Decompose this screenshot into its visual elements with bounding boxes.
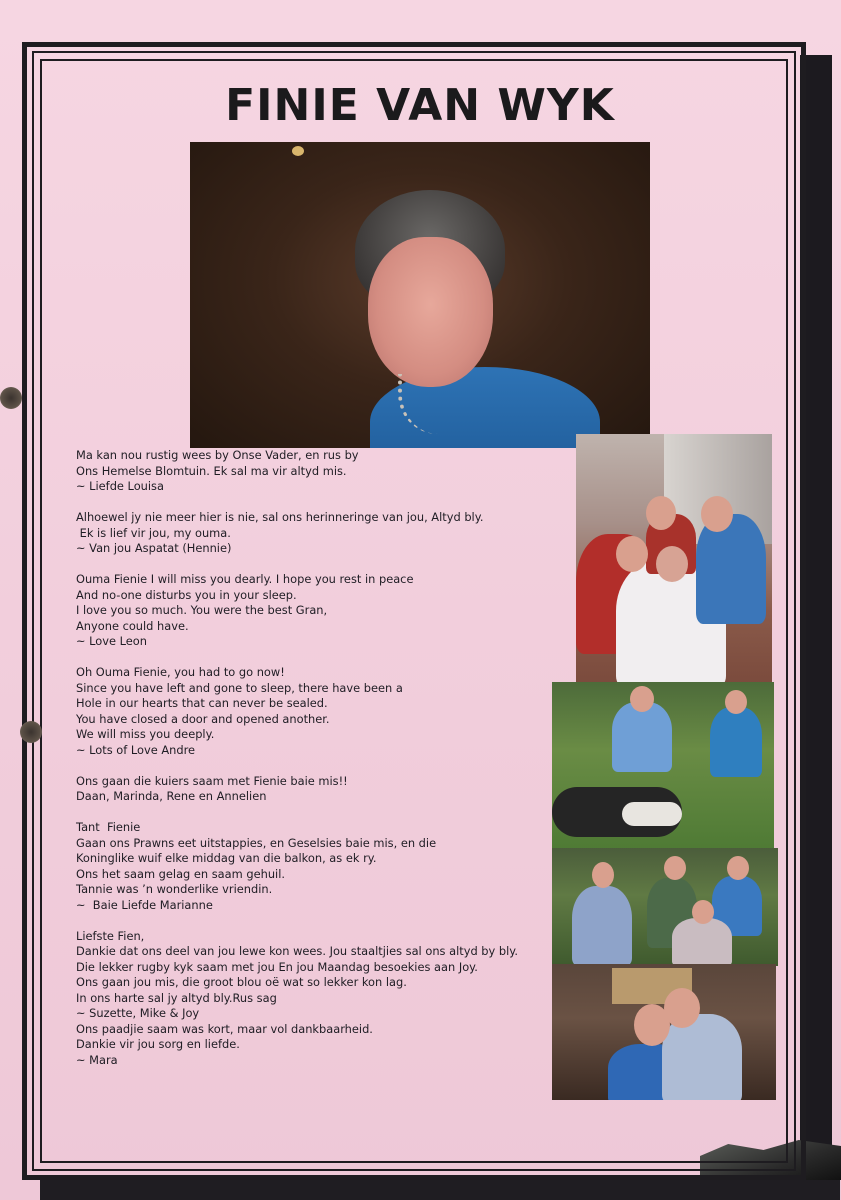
punch-hole-bottom xyxy=(20,721,42,743)
message-line: Dankie dat ons deel van jou lewe kon wees. Jou staaltjies sal ons altyd by bly. xyxy=(76,944,519,958)
message-line: Ons gaan die kuiers saam met Fienie baie mis!! xyxy=(76,773,348,788)
page-title: FINIE VAN WYK xyxy=(225,80,615,131)
message-louisa xyxy=(76,448,546,495)
message-line: ~ Love Leon xyxy=(76,634,147,648)
message-line: ~ Baie Liefde Marianne xyxy=(76,897,213,912)
message-line: Ek is lief vir jou, my ouma. xyxy=(76,525,231,540)
message-line: Daan, Marinda, Rene en Annelien xyxy=(76,789,267,803)
hug-photo xyxy=(552,964,776,1100)
message-line: Ons paadjie saam was kort, maar vol dankbaarheid. xyxy=(76,1021,373,1036)
message-line: ~ Van jou Aspatat (Hennie) xyxy=(76,541,232,555)
head-5 xyxy=(630,686,654,712)
message-line: Ma kan nou rustig wees by Onse Vader, en rus by xyxy=(76,448,359,462)
punch-hole-top xyxy=(0,387,22,409)
group-photo xyxy=(552,848,778,966)
person-blue-shirt xyxy=(696,514,766,624)
message-line: ~ Liefde Louisa xyxy=(76,479,164,493)
head-4 xyxy=(656,546,688,582)
message-line: Alhoewel jy nie meer hier is nie, sal ons herinneringe van jou, Altyd bly. xyxy=(76,510,484,524)
tribute-messages xyxy=(76,448,546,1084)
person-seated-right xyxy=(710,707,762,777)
message-line: Tant Fienie xyxy=(76,820,141,834)
message-line: Ons het saam gelag en saam gehuil. xyxy=(76,866,285,881)
person-striped-top xyxy=(572,886,632,966)
head-12 xyxy=(664,988,700,1028)
message-suzette-mara xyxy=(76,929,546,1069)
family-photo xyxy=(576,434,772,688)
message-line: You have closed a door and opened another. xyxy=(76,711,330,726)
message-line: ~ Lots of Love Andre xyxy=(76,742,196,757)
message-marianne xyxy=(76,820,546,913)
message-line: I love you so much. You were the best Gran, xyxy=(76,603,328,617)
head-3 xyxy=(616,536,648,572)
message-line: Ouma Fienie I will miss you dearly. I hope you rest in peace xyxy=(76,572,414,586)
message-line: Gaan ons Prawns eet uitstappies, en Geselsies baie mis, en die xyxy=(76,835,437,850)
message-line: ~ Mara xyxy=(76,1052,118,1067)
message-andre xyxy=(76,665,546,758)
head-1 xyxy=(646,496,676,530)
head-6 xyxy=(725,690,747,714)
message-line: Since you have left and gone to sleep, there have been a xyxy=(76,680,403,695)
message-hennie xyxy=(76,510,546,557)
message-leon xyxy=(76,572,546,650)
head-9 xyxy=(727,856,749,880)
portrait-photo xyxy=(190,142,650,448)
message-line: Tannie was ’n wonderlike vriendin. xyxy=(76,882,273,896)
message-line: In ons harte sal jy altyd bly.Rus sag xyxy=(76,990,277,1005)
message-line: We will miss you deeply. xyxy=(76,727,215,741)
message-line: Ons Hemelse Blomtuin. Ek sal ma vir altyd mis. xyxy=(76,463,347,478)
head-8 xyxy=(664,856,686,880)
head-7 xyxy=(592,862,614,888)
message-line: ~ Suzette, Mike & Joy xyxy=(76,1006,200,1020)
message-line: And no-one disturbs you in your sleep. xyxy=(76,587,297,602)
garden-photo xyxy=(552,682,774,852)
message-line: Hole in our hearts that can never be sealed. xyxy=(76,696,328,710)
person-seated-left xyxy=(612,702,672,772)
message-line: Koninglike wuif elke middag van die balkon, as ek ry. xyxy=(76,851,377,865)
shadow-edge-bottom xyxy=(40,1178,840,1200)
message-line: Ons gaan jou mis, die groot blou oë wat so lekker kon lag. xyxy=(76,975,407,989)
message-daan xyxy=(76,774,546,805)
dog-patch xyxy=(622,802,682,826)
head-10 xyxy=(692,900,714,924)
message-line: Liefste Fien, xyxy=(76,928,145,943)
person-front xyxy=(672,918,732,966)
pin-mark xyxy=(292,146,304,156)
message-line: Oh Ouma Fienie, you had to go now! xyxy=(76,665,285,679)
person-hugging xyxy=(662,1014,742,1100)
message-line: Anyone could have. xyxy=(76,618,189,633)
head-2 xyxy=(701,496,733,532)
message-line: Dankie vir jou sorg en liefde. xyxy=(76,1037,240,1051)
portrait-face xyxy=(368,237,493,387)
message-line: Die lekker rugby kyk saam met jou En jou Maandag besoekies aan Joy. xyxy=(76,959,478,974)
